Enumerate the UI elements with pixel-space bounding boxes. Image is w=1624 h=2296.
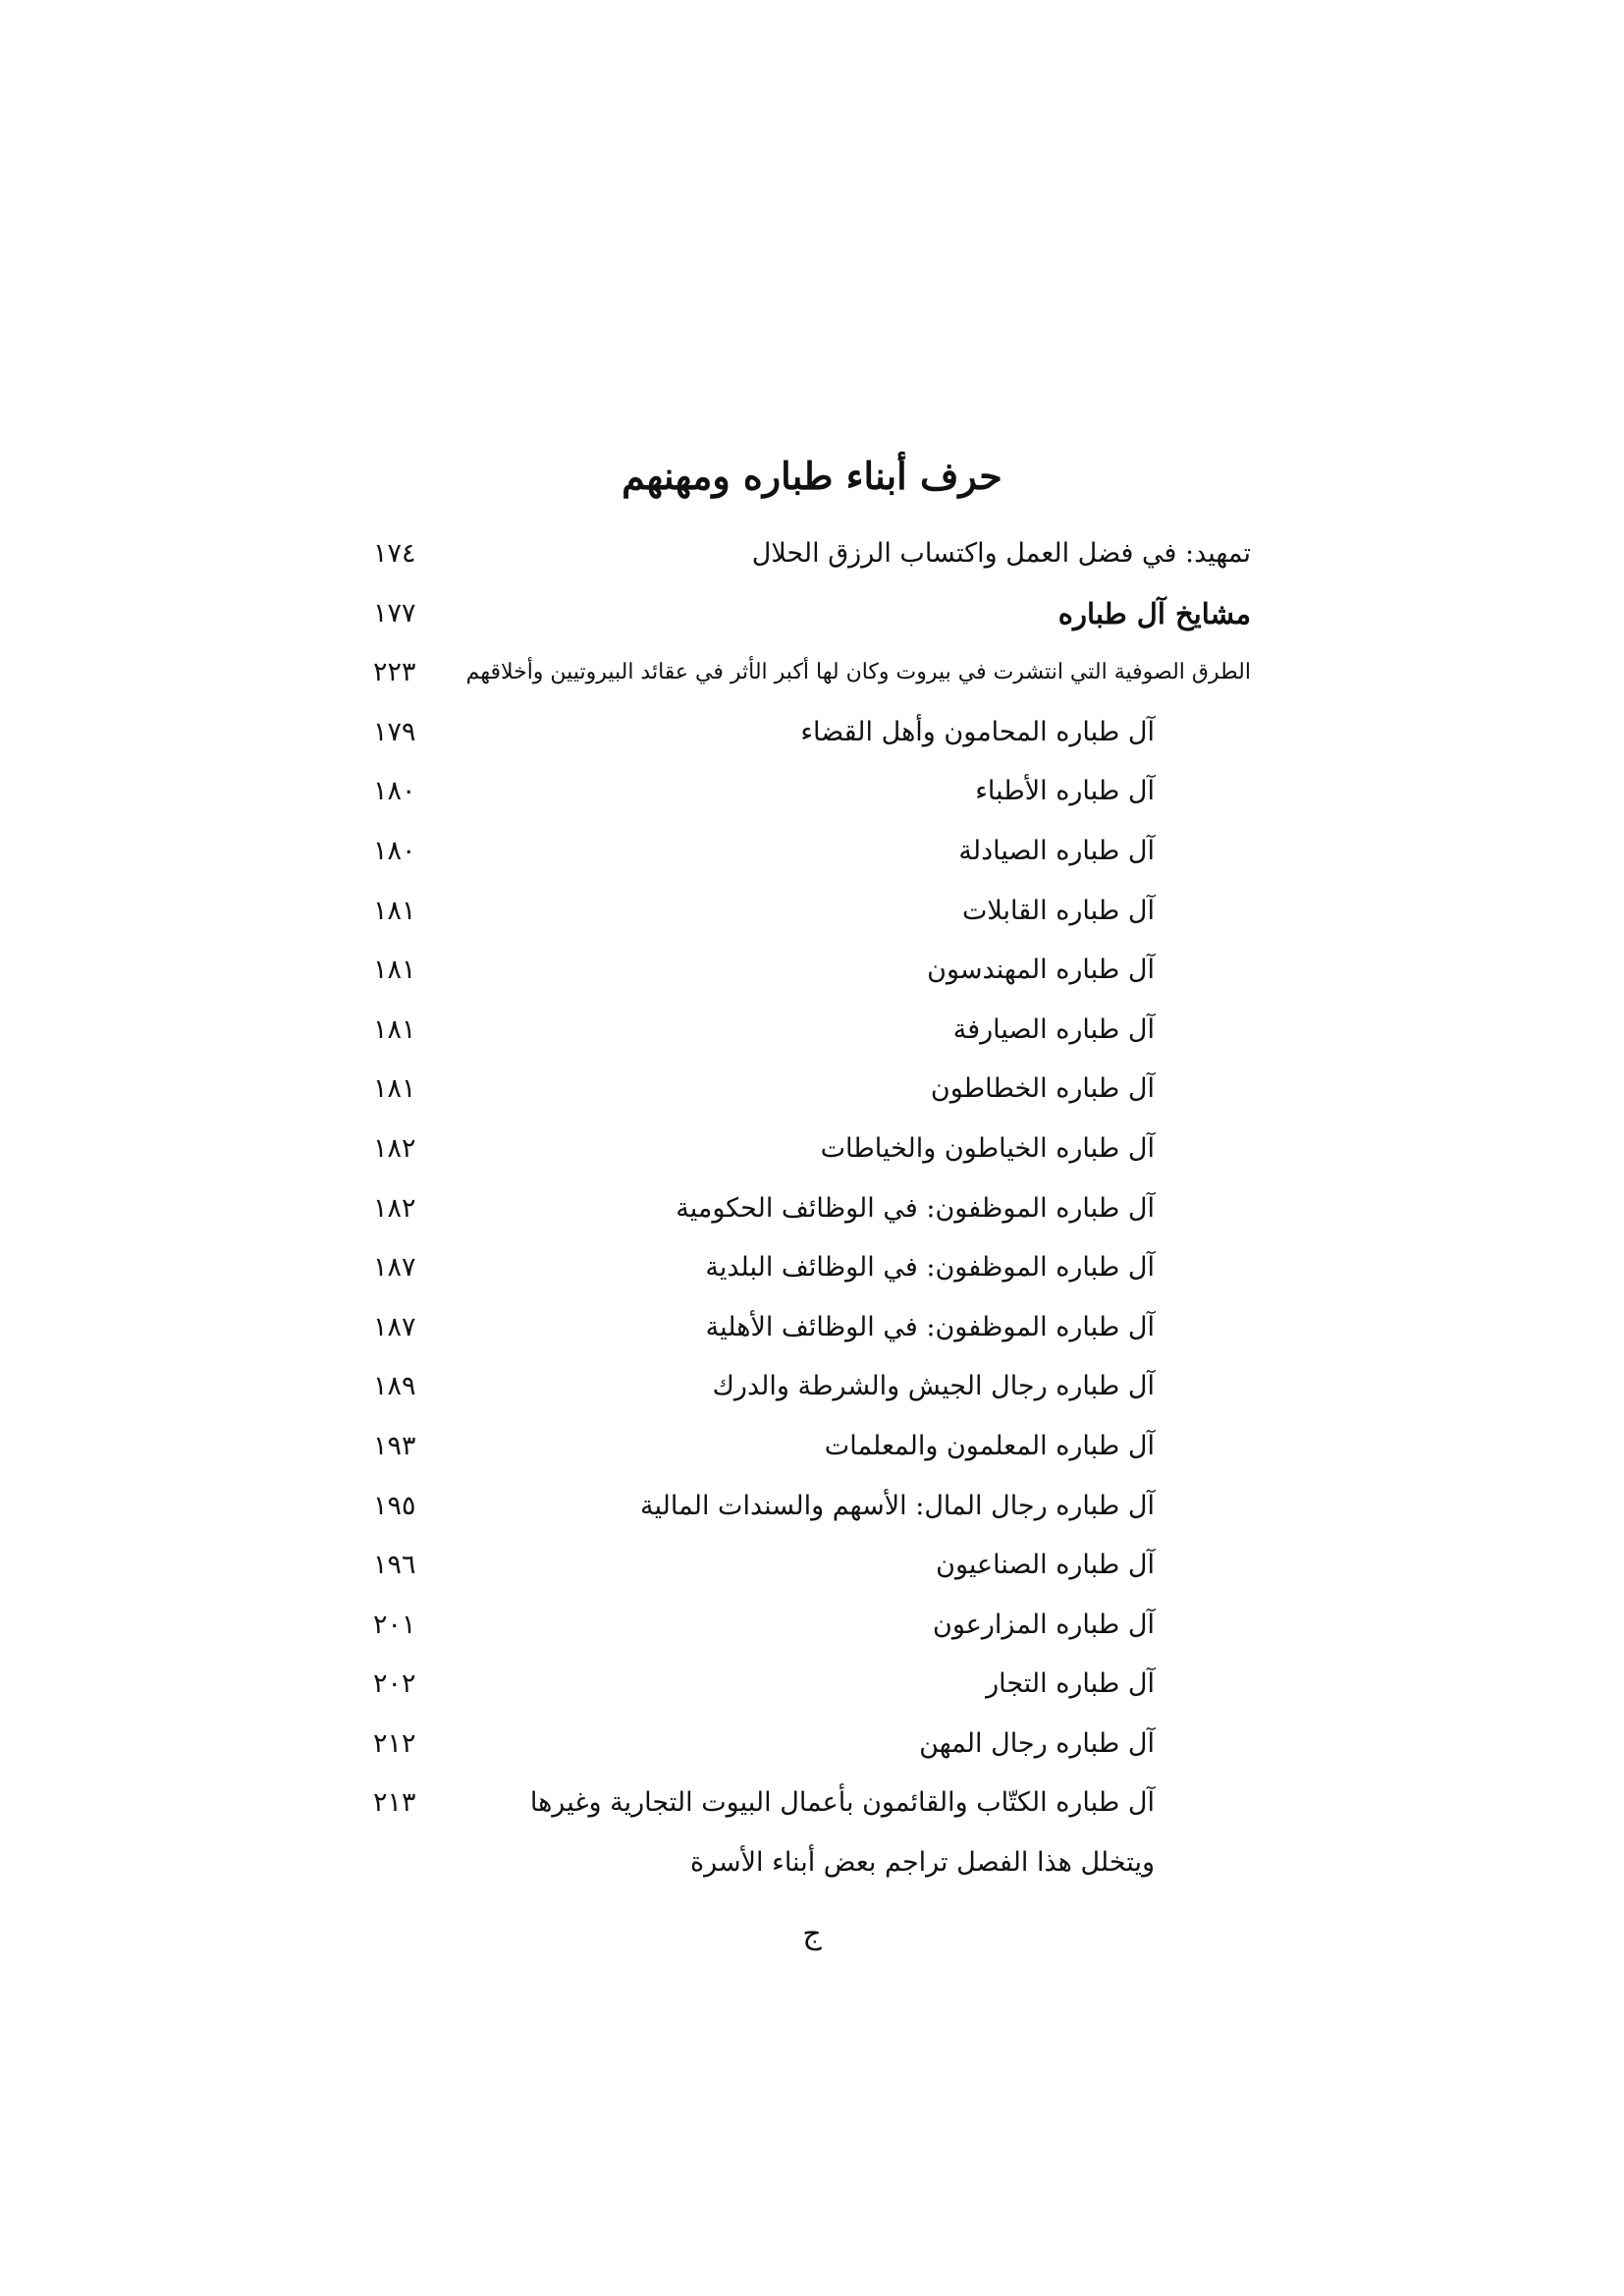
toc-entry-title: آل طباره الصيادلة xyxy=(958,835,1155,866)
toc-entry-title: آل طباره الأطباء xyxy=(975,776,1155,807)
toc-page-number: ١٩٥ xyxy=(373,1490,416,1521)
toc-entry-title: آل طباره رجال الجيش والشرطة والدرك xyxy=(712,1371,1155,1402)
toc-entry-title: آل طباره المهندسون xyxy=(927,955,1155,986)
toc-entry xyxy=(373,1777,1251,1837)
toc-page-number: ٢١٢ xyxy=(373,1727,416,1759)
toc-entry xyxy=(373,588,1251,648)
toc-entry-title: مشايخ آل طباره xyxy=(1057,596,1251,630)
table-of-contents xyxy=(373,528,1251,1897)
page-title: حرف أبناء طباره ومهنهم xyxy=(622,454,1002,498)
toc-page-number: ١٧٤ xyxy=(373,538,416,569)
toc-page-number: ٢١٣ xyxy=(373,1787,416,1819)
toc-entry xyxy=(373,1837,1251,1897)
toc-page-number: ١٨٢ xyxy=(373,1192,416,1224)
toc-entry-title: تمهيد: في فضل العمل واكتساب الرزق الحلال xyxy=(751,538,1251,569)
toc-entry-title: آل طباره التجار xyxy=(986,1668,1155,1700)
toc-entry-title: آل طباره الموظفون: في الوظائف الأهلية xyxy=(705,1311,1155,1342)
toc-entry xyxy=(373,1302,1251,1362)
toc-entry-title: آل طباره الخياطون والخياطات xyxy=(820,1132,1155,1164)
toc-entry-title: آل طباره رجال المال: الأسهم والسندات المالية xyxy=(640,1490,1155,1521)
toc-entry xyxy=(373,766,1251,826)
toc-entry-title: الطرق الصوفية التي انتشرت في بيروت وكان لها أكبر الأثر في عقائد البيروتيين وأخلاقهم xyxy=(465,660,1251,685)
toc-page-number: ١٧٧ xyxy=(373,597,416,629)
toc-page-number: ١٧٩ xyxy=(373,716,416,747)
toc-entry xyxy=(373,1064,1251,1123)
toc-entry-title: آل طباره المزارعون xyxy=(933,1609,1155,1640)
toc-page-number: ١٨١ xyxy=(373,1013,416,1045)
toc-entry xyxy=(373,1005,1251,1065)
toc-entry-title: آل طباره الخطاطون xyxy=(930,1073,1155,1105)
toc-page-number: ١٨١ xyxy=(373,1073,416,1105)
toc-entry-title: ويتخلل هذا الفصل تراجم بعض أبناء الأسرة xyxy=(689,1847,1155,1879)
toc-page-number: ١٨٠ xyxy=(373,776,416,807)
toc-page-number: ١٩٣ xyxy=(373,1430,416,1461)
toc-entry xyxy=(373,945,1251,1005)
toc-entry-title: آل طباره القابلات xyxy=(962,895,1155,926)
toc-entry xyxy=(373,1481,1251,1541)
toc-entry-title: آل طباره الموظفون: في الوظائف الحكومية xyxy=(676,1192,1155,1224)
toc-page-number: ٢٠٢ xyxy=(373,1668,416,1700)
toc-entry xyxy=(373,1540,1251,1600)
toc-entry xyxy=(373,826,1251,886)
toc-entry-title: آل طباره الموظفون: في الوظائف البلدية xyxy=(705,1252,1155,1284)
page-folio: ج xyxy=(802,1917,822,1951)
toc-entry-title: آل طباره رجال المهن xyxy=(919,1727,1155,1759)
toc-entry xyxy=(373,886,1251,946)
toc-page-number: ١٨٩ xyxy=(373,1371,416,1402)
toc-page-number: ١٨٠ xyxy=(373,835,416,866)
toc-entry xyxy=(373,1600,1251,1660)
toc-page-number: ٢٠١ xyxy=(373,1609,416,1640)
toc-entry xyxy=(373,1123,1251,1183)
toc-entry xyxy=(373,1361,1251,1421)
toc-entry xyxy=(373,647,1251,707)
toc-entry xyxy=(373,707,1251,767)
toc-entry-title: آل طباره الصناعيون xyxy=(936,1550,1155,1581)
toc-page-number: ١٩٦ xyxy=(373,1550,416,1581)
toc-entry xyxy=(373,1421,1251,1481)
toc-entry xyxy=(373,1242,1251,1302)
toc-page-number: ١٨٧ xyxy=(373,1311,416,1342)
toc-page-number: ١٨٢ xyxy=(373,1132,416,1164)
toc-entry xyxy=(373,1719,1251,1778)
toc-entry-title: آل طباره الكتّاب والقائمون بأعمال البيوت التجارية وغيرها xyxy=(529,1787,1155,1819)
toc-entry-title: آل طباره المعلمون والمعلمات xyxy=(824,1430,1155,1461)
toc-entry xyxy=(373,528,1251,588)
toc-page-number: ١٨٧ xyxy=(373,1252,416,1284)
toc-page-number: ٢٢٣ xyxy=(373,657,416,688)
toc-entry-title: آل طباره المحامون وأهل القضاء xyxy=(800,716,1155,747)
toc-page-number: ١٨١ xyxy=(373,955,416,986)
toc-entry xyxy=(373,1183,1251,1243)
toc-page-number: ١٨١ xyxy=(373,895,416,926)
toc-entry-title: آل طباره الصيارفة xyxy=(952,1013,1155,1045)
toc-entry xyxy=(373,1659,1251,1719)
